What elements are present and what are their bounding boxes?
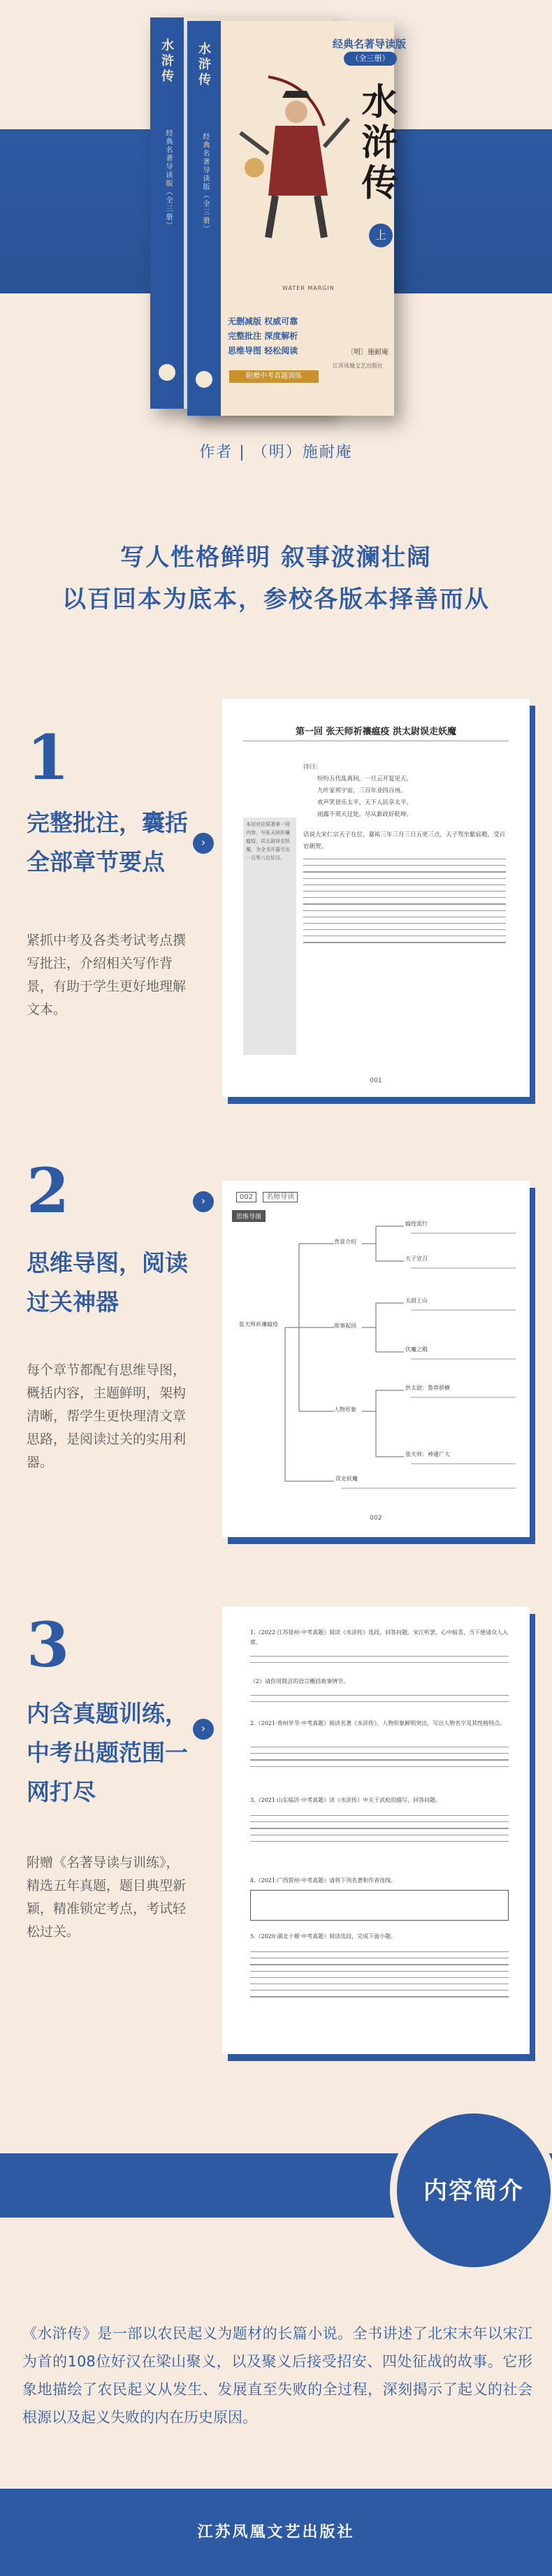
mind-map-node: 太尉上山 bbox=[405, 1297, 428, 1304]
mind-map-lines bbox=[222, 1181, 530, 1537]
chapter-body: 话说大宋仁宗天子在位，嘉祐三年三月三日五更三点，天子驾坐紫宸殿，受百官朝贺。 bbox=[303, 831, 506, 850]
mind-map-node: 伏魔之殿 bbox=[405, 1346, 428, 1353]
front-spine-seal-icon bbox=[196, 371, 212, 388]
book-front-cover bbox=[187, 21, 406, 416]
poem-line: 九叶家邦宇宙，三百年业四百州。 bbox=[317, 787, 407, 794]
cover-book-title: 水浒传 bbox=[355, 82, 398, 204]
chevron-right-icon: › bbox=[193, 1719, 214, 1740]
author-line: 作者 | （明）施耐庵 bbox=[199, 444, 353, 461]
page-number: 002 bbox=[370, 1515, 382, 1522]
headline-line-1: 写人性格鲜明 叙事波澜壮阔 bbox=[120, 544, 432, 572]
exam-question: 2.（2021·贵州毕节·中考真题）阅读名著《水浒传》，人物形象鲜明突出，写出人物名字及其性格特点。 bbox=[250, 1720, 506, 1726]
sample-page-exam bbox=[222, 1607, 530, 2054]
summary-title: 内容简介 bbox=[423, 2177, 524, 2205]
cover-tag: 思维导图 bbox=[228, 346, 262, 356]
cover-tag-bar: 附赠中考真题训练 bbox=[229, 370, 319, 383]
mind-map-node: 天子宣召 bbox=[405, 1256, 428, 1262]
feature-description: 每个章节都配有思维导图，概括内容，主题鲜明，架构清晰，帮学生更快理清文章思路，是阅读过关的实用利器。 bbox=[27, 1362, 187, 1470]
feature-title: 完整批注，囊括全部章节要点 bbox=[27, 809, 188, 875]
cover-publisher: 江苏凤凰文艺出版社 bbox=[333, 363, 383, 369]
back-spine-seal-icon bbox=[159, 364, 175, 381]
page-header-title: 名师导读 bbox=[263, 1192, 298, 1202]
mind-map-node: 故事起因 bbox=[334, 1323, 356, 1329]
exam-question: （2）请你用简洁的语言概括故事情节。 bbox=[250, 1678, 349, 1684]
feature-description: 附赠《名著导读与训练》，精选五年真题，题目典型新颖，精准锁定考点，考试轻松过关。 bbox=[27, 1855, 187, 1940]
feature-section-2 bbox=[0, 1146, 552, 1551]
footer-publisher: 江苏凤凰文艺出版社 bbox=[0, 2489, 552, 2576]
cover-series-sub: （全三册） bbox=[344, 52, 397, 66]
feature-section-3 bbox=[0, 1579, 552, 2082]
exam-answer-box bbox=[250, 1890, 509, 1921]
mind-map-node: 误走妖魔 bbox=[335, 1476, 358, 1482]
feature-section-1 bbox=[0, 699, 552, 1118]
poem-line: 纷纷五代乱离间，一旦云开复见天。 bbox=[317, 776, 413, 783]
cover-tag: 深度解析 bbox=[264, 331, 298, 341]
exam-question: 4.（2021·广西贺州·中考真题）请将下列名著和作者连线。 bbox=[250, 1877, 397, 1884]
mind-map-node: 背景介绍 bbox=[334, 1239, 356, 1245]
back-spine-subtitle: 经典名著导读版（全三册） bbox=[164, 129, 172, 230]
chapter-title: 第一回 张天师祈禳瘟疫 洪太尉误走妖魔 bbox=[295, 727, 457, 737]
cover-author: 〔明〕施耐庵 bbox=[347, 349, 388, 356]
sample-page-mindmap bbox=[222, 1181, 530, 1537]
summary-text: 《水浒传》是一部以农民起义为题材的长篇小说。全书讲述了北宋末年以宋江为首的108位好汉在梁山聚义，以及聚义后接受招安、四处征战的故事。它形象地描绘了农民起义从发生、发展直至失败的全过程，深刻揭示了起义的社会根源以及起义失败的内在历史原因。 bbox=[22, 2325, 532, 2426]
poem-line: 欢声笑语乐太平，天下人民享太平。 bbox=[317, 799, 413, 806]
mind-map-node: 张天师：神通广大 bbox=[405, 1451, 450, 1457]
feature-number: 1 bbox=[27, 721, 70, 794]
margin-notes: 本回对应原著第一回内容，写张天师祈禳瘟疫，洪太尉误走妖魔，为全书开篇引出一百零八位好汉。 bbox=[243, 817, 296, 1055]
cover-volume-badge: 上 bbox=[369, 224, 393, 247]
hero-section bbox=[0, 0, 552, 482]
mind-map-node: 洪太尉：鲁莽骄横 bbox=[405, 1385, 450, 1391]
cover-tag: 完整批注 bbox=[228, 331, 262, 341]
chevron-right-icon: › bbox=[193, 833, 214, 854]
warrior-illustration-icon bbox=[226, 70, 352, 245]
feature-title: 内含真题训练，中考出题范围一网打尽 bbox=[27, 1700, 188, 1805]
feature-number: 2 bbox=[27, 1154, 70, 1227]
back-spine-title: 水浒传 bbox=[159, 38, 174, 85]
cover-tag: 无删减版 bbox=[228, 316, 262, 326]
mind-map-root: 张天师祈禳瘟疫 bbox=[239, 1321, 278, 1327]
page-number: 001 bbox=[370, 1077, 382, 1084]
poem-intro: 诗曰： bbox=[303, 764, 321, 771]
feature-number: 3 bbox=[27, 1608, 70, 1681]
cover-series-label: 经典名著导读版 bbox=[332, 38, 406, 50]
headline-line-2: 以百回本为底本，参校各版本择善而从 bbox=[62, 585, 490, 613]
mind-map-node: 人物形象 bbox=[334, 1406, 356, 1413]
exam-question: 3.（2021·山东临沂·中考真题）读《水浒传》中关于武松的描写，回答问题。 bbox=[250, 1797, 442, 1803]
page-header-number: 002 bbox=[236, 1192, 256, 1202]
exam-question: 5.（2020·湖北十堰·中考真题）阅读选段，完成下面小题。 bbox=[250, 1933, 397, 1940]
feature-description: 紧抓中考及各类考试考点撰写批注，介绍相关写作背景，有助于学生更好地理解文本。 bbox=[27, 933, 187, 1017]
poem-line: 雨露不须天过处，尽从新政好乾坤。 bbox=[317, 811, 413, 818]
cover-tag-list bbox=[228, 314, 319, 358]
cover-english-title: WATER MARGIN bbox=[282, 285, 335, 291]
feature-title: 思维导图，阅读过关神器 bbox=[27, 1249, 188, 1316]
exam-question: 1.（2022·江苏徐州·中考真题）阅读《水浒传》选段，回答问题。宋江听罢，心中暗喜，当下便请众人入席。 bbox=[250, 1629, 509, 1645]
cover-tag: 轻松阅读 bbox=[264, 346, 298, 356]
front-spine-title: 水浒传 bbox=[196, 42, 211, 88]
chapter-text bbox=[303, 762, 506, 949]
cover-tag: 权威可靠 bbox=[264, 316, 298, 326]
front-spine-subtitle: 经典名著导读版（全三册） bbox=[201, 133, 209, 233]
mind-map-node: 瘟疫流行 bbox=[405, 1221, 428, 1227]
sample-page-annotation bbox=[222, 699, 530, 1097]
section-badge: 思维导图 bbox=[232, 1210, 266, 1222]
chevron-right-icon: › bbox=[193, 1191, 214, 1212]
